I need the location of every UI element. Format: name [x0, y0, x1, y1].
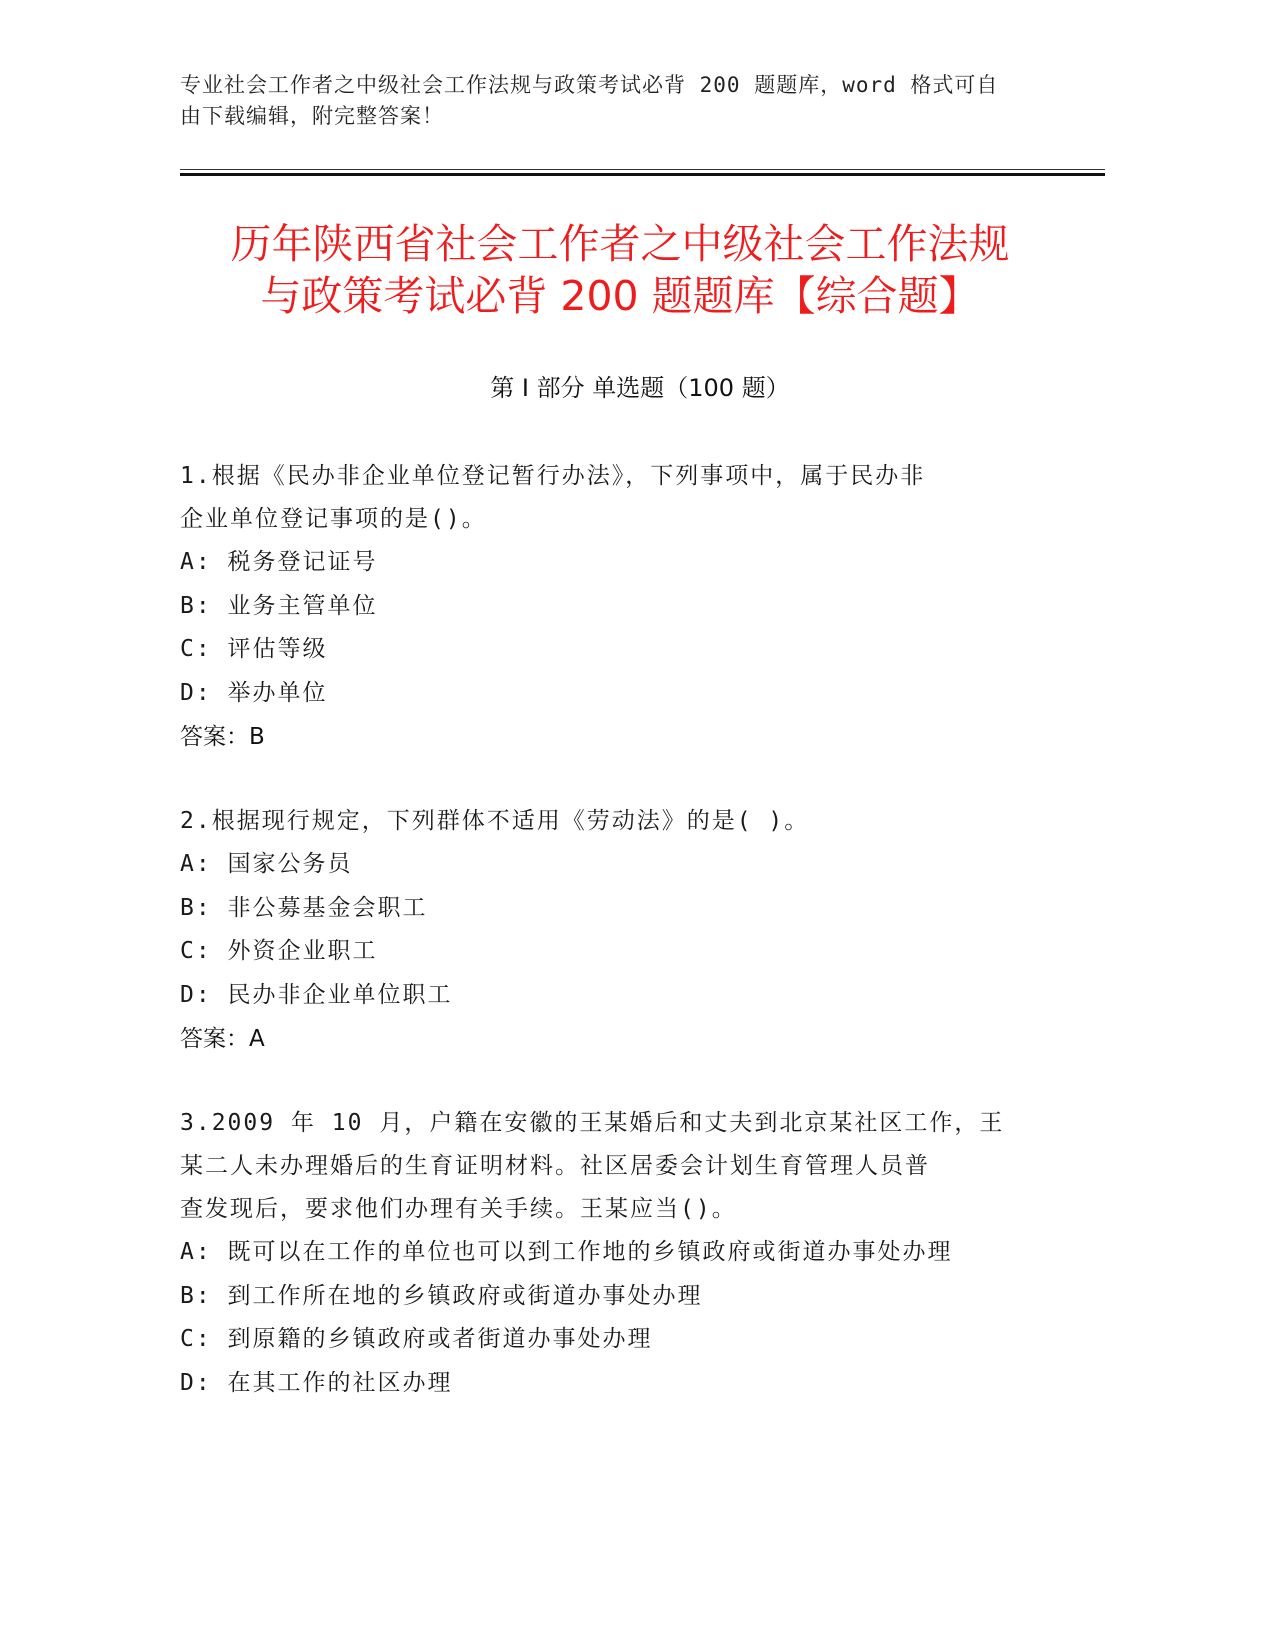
option-d: D: 民办非企业单位职工: [180, 981, 453, 1008]
option-d: D: 举办单位: [180, 679, 328, 706]
header-divider-thin: [180, 169, 1105, 170]
document-title-line-1: 历年陕西省社会工作者之中级社会工作法规: [230, 220, 1010, 268]
question-stem: [180, 1102, 1050, 1231]
question-stem-line: 查发现后，要求他们办理有关手续。王某应当()。: [180, 1196, 737, 1222]
answer-line: 答案：A: [180, 1026, 265, 1052]
option-b: B: 非公募基金会职工: [180, 894, 428, 921]
option-c: C: 评估等级: [180, 636, 328, 662]
question-stem: [180, 800, 1050, 843]
header-note-line-1: 专业社会工作者之中级社会工作法规与政策考试必背 200 题题库，word 格式可自: [180, 73, 999, 97]
option-d: D: 在其工作的社区办理: [180, 1369, 453, 1396]
question-item: [180, 1102, 1050, 1405]
header-divider-thick: [180, 173, 1105, 176]
option-a: A: 既可以在工作的单位也可以到工作地的乡镇政府或街道办事处办理: [180, 1239, 953, 1265]
question-stem-line: 某二人未办理婚后的生育证明材料。社区居委会计划生育管理人员普: [180, 1153, 930, 1179]
option-b: B: 业务主管单位: [180, 592, 378, 619]
question-stem-line: 1.根据《民办非企业单位登记暂行办法》，下列事项中，属于民办非: [180, 463, 926, 489]
option-c: C: 到原籍的乡镇政府或者街道办事处办理: [180, 1326, 653, 1352]
header-note: [180, 70, 1050, 132]
question-list: [180, 455, 1050, 1446]
section-heading: 第 I 部分 单选题（100 题）: [490, 374, 790, 402]
document-title-line-2: 与政策考试必背 200 题题库【综合题】: [260, 272, 980, 320]
option-c: C: 外资企业职工: [180, 938, 378, 964]
option-a: A: 税务登记证号: [180, 549, 378, 575]
question-stem-line: 3.2009 年 10 月，户籍在安徽的王某婚后和丈夫到北京某社区工作，王: [180, 1110, 1005, 1136]
question-item: [180, 800, 1050, 1061]
option-b: B: 到工作所在地的乡镇政府或街道办事处办理: [180, 1282, 703, 1309]
question-item: [180, 455, 1050, 759]
header-note-line-2: 由下载编辑，附完整答案！: [180, 104, 444, 128]
document-title: [180, 218, 1060, 322]
option-a: A: 国家公务员: [180, 851, 353, 877]
answer-line: 答案：B: [180, 724, 265, 750]
question-stem-line: 2.根据现行规定，下列群体不适用《劳动法》的是( )。: [180, 808, 810, 834]
question-stem-line: 企业单位登记事项的是()。: [180, 506, 487, 532]
question-stem: [180, 455, 1050, 541]
